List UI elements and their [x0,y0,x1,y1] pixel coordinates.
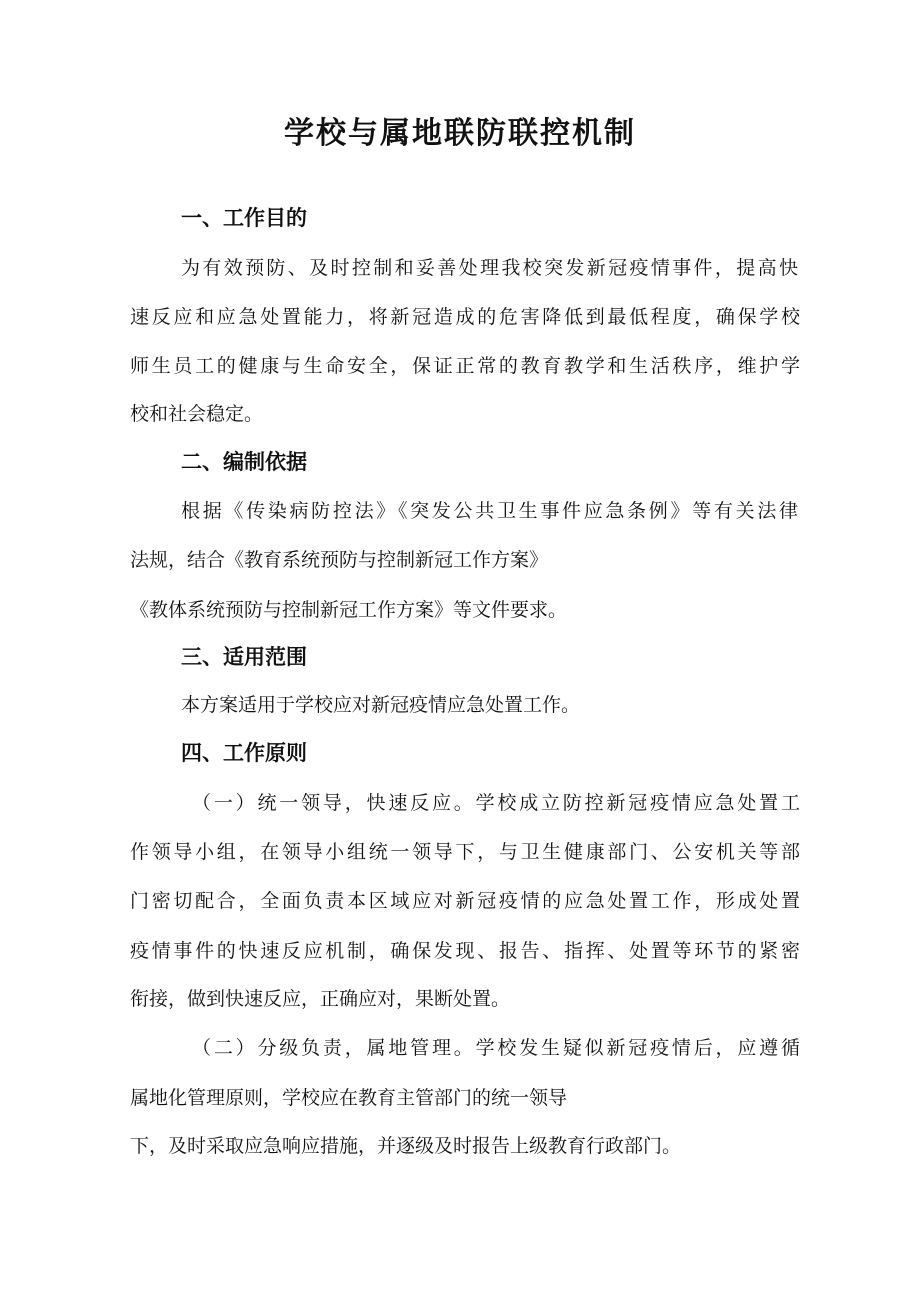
paragraph-line: 门密切配合，全面负责本区域应对新冠疫情的应急处置工作，形成处置 [130,890,800,912]
paragraph-line: 下，及时采取应急响应措施，并逐级及时报告上级教育行政部门。 [130,1135,682,1157]
section-heading-scope: 三、适用范围 [181,645,307,669]
paragraph-line: （一）统一领导，快速反应。学校成立防控新冠疫情应急处置工 [192,792,800,814]
paragraph-line: （二）分级负责，属地管理。学校发生疑似新冠疫情后，应遵循 [192,1037,800,1059]
document-title: 学校与属地联防联控机制 [284,116,636,151]
paragraph-line: 《教体系统预防与控制新冠工作方案》等文件要求。 [130,599,568,621]
paragraph-line: 作领导小组，在领导小组统一领导下，与卫生健康部门、公安机关等部 [130,841,800,863]
paragraph-line: 根据《传染病防控法》《突发公共卫生事件应急条例》等有关法律 [181,500,798,522]
paragraph-line: 疫情事件的快速反应机制，确保发现、报告、指挥、处置等环节的紧密 [130,940,800,962]
paragraph-line: 速反应和应急处置能力，将新冠造成的危害降低到最低程度，确保学校 [130,306,800,328]
paragraph-line: 师生员工的健康与生命安全，保证正常的教育教学和生活秩序，维护学 [130,355,800,377]
paragraph-line: 校和社会稳定。 [130,403,264,425]
paragraph-line: 法规，结合《教育系统预防与控制新冠工作方案》 [130,549,549,571]
section-heading-purpose: 一、工作目的 [181,206,307,230]
section-heading-principles: 四、工作原则 [181,741,307,765]
paragraph-line: 本方案适用于学校应对新冠疫情应急处置工作。 [181,694,581,716]
paragraph-line: 衔接，做到快速反应，正确应对，果断处置。 [130,988,511,1010]
section-heading-basis: 二、编制依据 [181,450,307,474]
paragraph-line: 为有效预防、及时控制和妥善处理我校突发新冠疫情事件，提高快 [181,257,798,279]
paragraph-line: 属地化管理原则，学校应在教育主管部门的统一领导 [130,1087,568,1109]
